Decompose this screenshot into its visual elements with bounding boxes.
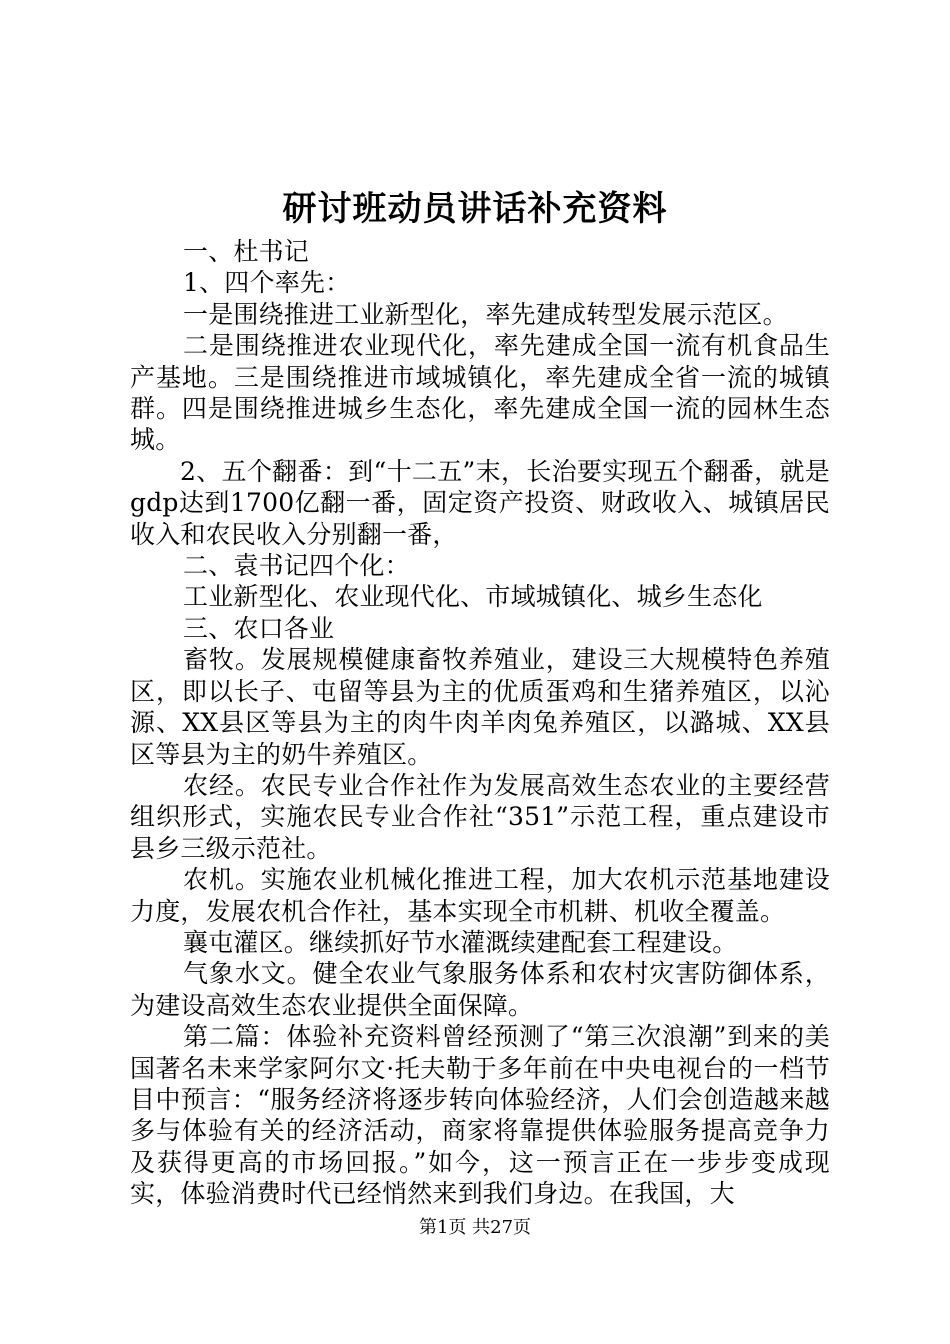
paragraph: 一是围绕推进工业新型化，率先建成转型发展示范区。 [183, 299, 788, 329]
paragraph: 一、杜书记 [183, 237, 310, 266]
paragraph: 二是围绕推进农业现代化，率先建成全国一流有机食品生产基地。三是围绕推进市域城镇化，率先建成全省一流的城镇群。四是围绕推进城乡生态化，率先建成全国一流的园林生态城。 [130, 331, 830, 455]
paragraph: 农机。实施农业机械化推进工程，加大农机示范基地建设力度，发展农机合作社，基本实现全市机耕、机收全覆盖。 [130, 865, 830, 926]
paragraph: 二、袁书记四个化： [183, 551, 410, 581]
paragraph: 第二篇：体验补充资料曾经预测了“第三次浪潮”到来的美国著名未来学家阿尔文·托夫勒于多年前在中央电视台的一档节目中预言：“服务经济将逐步转向体验经济，人们会创造越来越多与体验有关的经济活动，商家将靠提供体验服务提高竞争力及获得更高的市场回报。”如今，这一预言正在一步步变成现实，体验消费时代已经悄然来到我们身边。在我国，大 [130, 1022, 830, 1209]
paragraph: 畜牧。发展规模健康畜牧养殖业，建设三大规模特色养殖区，即以长子、屯留等县为主的优质蛋鸡和生猪养殖区，以沁源、XX县区等县为主的肉牛肉羊肉兔养殖区，以潞城、XX县区等县为主的奶牛养殖区。 [130, 645, 830, 769]
paragraph: 农经。农民专业合作社作为发展高效生态农业的主要经营组织形式，实施农民专业合作社“351”示范工程，重点建设市县乡三级示范社。 [130, 770, 830, 863]
page-footer: 第1页 共27页 [418, 1217, 532, 1238]
paragraph: 襄屯灌区。继续抓好节水灌溉续建配套工程建设。 [183, 927, 738, 957]
paragraph: 工业新型化、农业现代化、市域城镇化、城乡生态化 [183, 582, 763, 612]
paragraph: 2、五个翻番：到“十二五”末，长治要实现五个翻番，就是gdp达到1700亿翻一番，固定资产投资、财政收入、城镇居民收入和农民收入分别翻一番， [130, 456, 830, 549]
document-body [130, 236, 830, 1210]
document-title: 研讨班动员讲话补充资料 [282, 189, 668, 229]
paragraph: 三、农口各业 [183, 613, 335, 643]
paragraph: 1、四个率先： [183, 268, 351, 298]
paragraph: 气象水文。健全农业气象服务体系和农村灾害防御体系，为建设高效生态农业提供全面保障。 [130, 959, 830, 1020]
